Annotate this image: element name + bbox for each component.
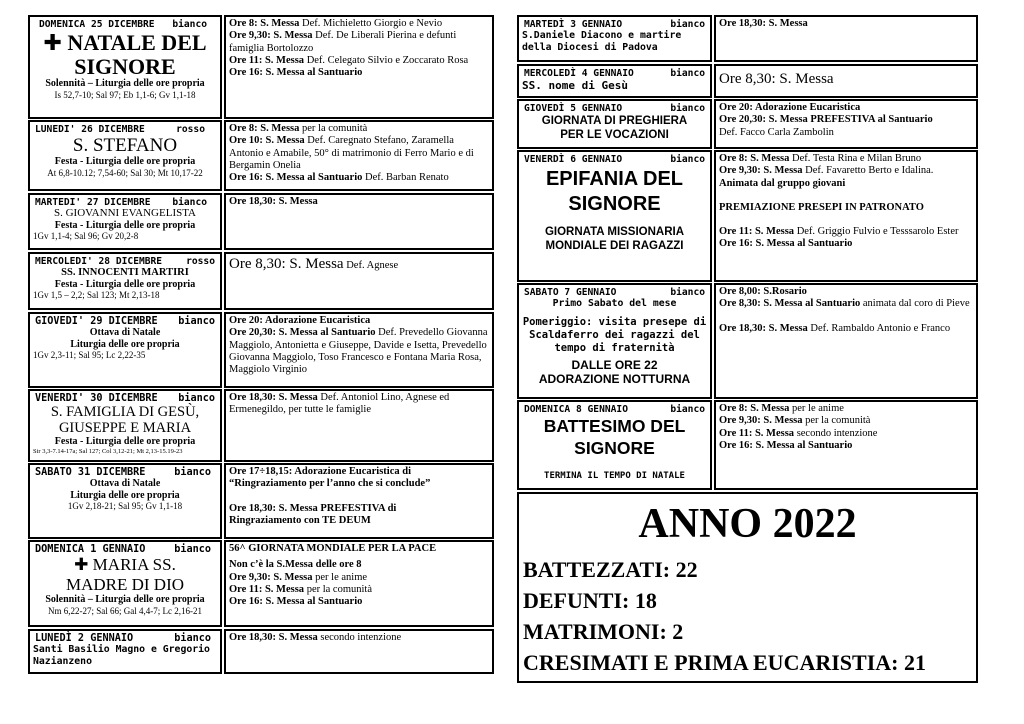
- day-header: LUNEDI' 26 DICEMBRE rosso: [35, 124, 205, 135]
- day-info: [30, 391, 220, 460]
- readings: At 6,8-10.12; 7,54-60; Sal 30; Mt 10,17-22: [47, 167, 203, 178]
- day-info: [519, 402, 710, 488]
- mass-entry: Ore 18,30: S. Messa Def. Rambaldo Antonio e Franco: [719, 322, 951, 334]
- readings: 1Gv 2,3-11; Sal 95; Lc 2,22-35: [33, 350, 146, 360]
- day-header: DOMENICA 8 GENNAIO bianco: [524, 404, 705, 415]
- mass-entry: Ore 9,30: S. Messa per la comunità: [719, 415, 871, 427]
- day-header: DOMENICA 1 GENNAIO bianco: [35, 544, 211, 555]
- night-adoration: DALLE ORE 22: [571, 357, 658, 372]
- adoration-line-2: “Ringraziamento per l’anno che si conclude”: [229, 478, 431, 490]
- mass-list: [716, 402, 976, 488]
- feast-title: S. STEFANO: [72, 135, 178, 156]
- day-header: DOMENICA 25 DICEMBRE bianco: [39, 19, 207, 30]
- feast-title: ✚ MARIA SS.: [74, 555, 176, 575]
- stat-confirmations: CRESIMATI E PRIMA EUCARISTIA: 21: [523, 650, 926, 675]
- feast-title: EPIFANIA DEL: [545, 168, 684, 190]
- day-box-28-dicembre: [28, 252, 222, 310]
- mass-entry: Animata dal gruppo giovani: [719, 177, 846, 189]
- mass-list: [226, 314, 492, 386]
- liturgy-note: Solennità – Liturgia delle ore propria: [45, 78, 205, 89]
- stat-baptized: BATTEZZATI: 22: [523, 557, 698, 582]
- mass-entry: Ore 8: S. Messa per le anime: [719, 403, 844, 414]
- mass-entry: Ore 16: S. Messa al Santuario: [229, 596, 363, 608]
- saint-name-2: Nazianzeno: [33, 655, 92, 667]
- feast-title: S. FAMIGLIA DI GESÙ,: [50, 404, 200, 420]
- day-box-25-dicembre: [28, 15, 222, 119]
- mass-box-28-dicembre: [224, 252, 494, 310]
- day-box-4-gennaio: [517, 64, 712, 98]
- night-adoration-2: ADORAZIONE NOTTURNA: [538, 371, 691, 386]
- mass-box-4-gennaio: [714, 64, 978, 98]
- day-header: GIOVEDÌ 5 GENNAIO bianco: [524, 103, 705, 114]
- mass-entry: Ore 9,30: S. Messa per le anime: [229, 571, 368, 583]
- mass-list: [226, 465, 492, 537]
- day-box-30-dicembre: [28, 389, 222, 462]
- day-box-31-dicembre: [28, 463, 222, 539]
- mass-box-29-dicembre: [224, 312, 494, 388]
- day-info: [519, 66, 710, 96]
- day-header: MERCOLEDÌ 4 GENNAIO bianco: [524, 68, 705, 79]
- mass-list: [716, 152, 976, 280]
- liturgy-note: Festa - Liturgia delle ore propria: [54, 436, 196, 447]
- mass-entry: Ore 18,30: S. Messa: [229, 196, 318, 207]
- mass-box-6-gennaio: [714, 150, 978, 282]
- feast-title-2: SIGNORE: [74, 54, 176, 79]
- feast-title-2: SIGNORE: [568, 193, 661, 215]
- mass-entry: Ore 8: S. Messa Def. Michieletto Giorgio e Nevio: [229, 18, 443, 29]
- feast-title: BATTESIMO DEL: [543, 416, 686, 436]
- mass-entry: Ore 11: S. Messa Def. Griggio Fulvio e Tesssarolo Ester: [719, 226, 959, 238]
- mass-list: [226, 631, 492, 672]
- cross-icon: ✚: [74, 555, 89, 575]
- day-box-27-dicembre: [28, 193, 222, 250]
- day-info: [519, 152, 710, 280]
- spacer: [229, 491, 489, 503]
- mass-entry: Ore 16: S. Messa al Santuario: [229, 67, 363, 79]
- mass-entry: Ore 11: S. Messa secondo intenzione: [719, 427, 878, 439]
- day-box-5-gennaio: [517, 99, 712, 149]
- liturgy-note: Liturgia delle ore propria: [70, 338, 180, 350]
- day-box-1-gennaio: [28, 540, 222, 627]
- mass-entry: Ore 11: S. Messa per la comunità: [229, 583, 372, 595]
- day-header: MARTEDI' 27 DICEMBRE bianco: [35, 197, 207, 208]
- cross-icon: ✚: [43, 31, 62, 56]
- day-box-8-gennaio: [517, 400, 712, 490]
- day-box-29-dicembre: [28, 312, 222, 388]
- mass-box-1-gennaio: [224, 540, 494, 627]
- mass-entry: Def. Facco Carla Zambolin: [719, 126, 834, 138]
- mass-entry: Ore 9,30: S. Messa Def. De Liberali Pierina e defunti famiglia Bortolozzo: [229, 30, 457, 54]
- liturgy-note: Solennità – Liturgia delle ore propria: [45, 594, 205, 605]
- stats-list: [523, 554, 975, 678]
- liturgy-note: Liturgia delle ore propria: [70, 489, 180, 501]
- mass-entry: Ore 11: S. Messa Def. Celegato Silvio e Zoccarato Rosa: [229, 54, 469, 66]
- peace-day-title: 56^ GIORNATA MONDIALE PER LA PACE: [229, 543, 437, 554]
- day-info: [519, 285, 710, 397]
- prayer-day-title-2: PER LE VOCAZIONI: [560, 129, 669, 141]
- mass-entry: Ore 8,30: S. Messa al Santuario animata dal coro di Pieve: [719, 298, 970, 310]
- feast-title: SS. INNOCENTI MARTIRI: [61, 267, 189, 278]
- spacer: [719, 311, 973, 323]
- readings: 1Gv 1,1-4; Sal 96; Gv 20,2-8: [33, 231, 139, 241]
- day-info: [519, 17, 710, 60]
- mass-entry: Ore 8,30: S. Messa Def. Agnese: [229, 256, 399, 272]
- mass-entry: Ore 8,30: S. Messa: [719, 71, 834, 87]
- mass-entry: Ore 16: S. Messa al Santuario Def. Barban Renato: [229, 172, 449, 184]
- mass-entry: Ore 18,30: S. Messa secondo intenzione: [229, 632, 402, 643]
- missionary-day: GIORNATA MISSIONARIA: [544, 226, 685, 238]
- readings: Nm 6,22-27; Sal 66; Gal 4,4-7; Lc 2,16-21: [48, 605, 202, 616]
- mass-box-26-dicembre: [224, 120, 494, 191]
- missionary-day-2: MONDIALE DEI RAGAZZI: [545, 240, 684, 252]
- visit-note-2: Scaldaferro dei ragazzi del: [529, 328, 700, 341]
- mass-entry: Ore 20: Adorazione Eucaristica: [719, 102, 861, 113]
- day-header: VENERDÌ 6 GENNAIO bianco: [524, 154, 705, 165]
- readings: Is 52,7-10; Sal 97; Eb 1,1-6; Gv 1,1-18: [54, 89, 196, 100]
- end-christmas-note: TERMINA IL TEMPO DI NATALE: [544, 471, 685, 481]
- day-header: MERCOLEDI' 28 DICEMBRE rosso: [35, 256, 215, 267]
- readings: Sir 3,3-7.14-17a; Sal 127; Col 3,12-21; Mt 2,13-15.19-23: [33, 447, 183, 455]
- liturgy-note: Festa - Liturgia delle ore propria: [54, 278, 196, 290]
- mass-list: [226, 391, 492, 460]
- mass-box-5-gennaio: [714, 99, 978, 149]
- day-header: LUNEDÌ 2 GENNAIO bianco: [35, 633, 211, 644]
- day-header: VENERDI' 30 DICEMBRE bianco: [35, 393, 215, 404]
- day-header: SABATO 31 DICEMBRE bianco: [35, 467, 211, 478]
- visit-note-3: tempo di fraternità: [554, 341, 675, 354]
- mass-box-3-gennaio: [714, 15, 978, 62]
- mass-list: [716, 17, 976, 60]
- day-info: [30, 314, 220, 386]
- mass-entry: Ore 16: S. Messa al Santuario: [719, 439, 853, 451]
- feast-title: S. GIOVANNI EVANGELISTA: [53, 207, 197, 219]
- octave-note: Ottava di Natale: [89, 327, 161, 338]
- readings: 1Gv 2,18-21; Sal 95; Gv 1,1-18: [67, 501, 183, 511]
- day-info: [30, 122, 220, 189]
- feast-title: ✚ NATALE DEL: [43, 30, 207, 56]
- saint-name: S.Daniele Diacono e martire: [522, 30, 682, 41]
- mass-entry: Ore 18,30: S. Messa: [719, 18, 808, 29]
- day-box-7-gennaio: [517, 283, 712, 399]
- mass-box-2-gennaio: [224, 629, 494, 674]
- mass-box-27-dicembre: [224, 193, 494, 250]
- day-box-3-gennaio: [517, 15, 712, 62]
- mass-entry: Ore 8: S. Messa per la comunità: [229, 123, 368, 134]
- liturgy-note: Festa - Liturgia delle ore propria: [54, 156, 196, 167]
- mass-list: [226, 195, 492, 248]
- nativity-award: PREMIAZIONE PRESEPI IN PATRONATO: [719, 201, 924, 213]
- mass-list: [716, 101, 976, 147]
- day-info: [30, 254, 220, 308]
- mass-list: [226, 17, 492, 117]
- day-info: [30, 465, 220, 537]
- day-info: [30, 631, 220, 672]
- day-info: [30, 542, 220, 625]
- no-mass-note: Non c’è la S.Messa delle ore 8: [229, 559, 362, 571]
- year-title: ANNO 2022: [638, 501, 857, 547]
- mass-entry: Ore 9,30: S. Messa Def. Favaretto Berto e Idalina.: [719, 165, 934, 177]
- spacer: [719, 214, 973, 226]
- year-summary-box: [517, 492, 978, 683]
- mass-list: [716, 66, 976, 96]
- readings: 1Gv 1,5 – 2,2; Sal 123; Mt 2,13-18: [33, 290, 160, 300]
- mass-entry-2: Ringraziamento con TE DEUM: [229, 514, 371, 526]
- mass-list: [716, 285, 976, 397]
- day-box-26-dicembre: [28, 120, 222, 191]
- rosary-entry: Ore 8,00: S.Rosario: [719, 286, 807, 297]
- mass-entry: Ore 8: S. Messa Def. Testa Rina e Milan Bruno: [719, 153, 922, 164]
- mass-list: [226, 122, 492, 189]
- spacer: [719, 190, 973, 202]
- mass-list: [226, 542, 492, 625]
- mass-box-8-gennaio: [714, 400, 978, 490]
- visit-note: Pomeriggio: visita presepe di: [522, 315, 707, 328]
- mass-entry: Ore 10: S. Messa Def. Caregnato Stefano, Zaramella Antonio e Amabile, 50° di matrimonio di Ferro Mario e di Bergamin Onelia: [229, 135, 474, 171]
- day-box-6-gennaio: [517, 150, 712, 282]
- first-saturday: Primo Sabato del mese: [552, 298, 677, 309]
- adoration-line: Ore 17÷18,15: Adorazione Eucaristica di: [229, 466, 412, 477]
- day-info: [30, 195, 220, 248]
- day-info: [30, 17, 220, 117]
- day-box-2-gennaio: [28, 629, 222, 674]
- saint-name: Santi Basilio Magno e Gregorio: [33, 644, 210, 655]
- mass-list: [226, 254, 492, 308]
- liturgy-note: Festa - Liturgia delle ore propria: [54, 219, 196, 231]
- mass-entry: Ore 18,30: S. Messa PREFESTIVA di: [229, 502, 397, 514]
- mass-box-30-dicembre: [224, 389, 494, 462]
- mass-entry: Ore 20,30: S. Messa al Santuario Def. Prevedello Giovanna Maggiolo, Antonietta e Giuseppe, Davide e Isetta, Prevedello Giovanna Maggiolo, Toso Francesco e Fontana Maria Rosa, Maggiolo Virginio: [229, 327, 488, 376]
- mass-entry: Ore 20: Adorazione Eucaristica: [229, 315, 371, 326]
- feast-title-2: MADRE DI DIO: [65, 575, 185, 594]
- mass-box-31-dicembre: [224, 463, 494, 539]
- prayer-day-title: GIORNATA DI PREGHIERA: [541, 115, 688, 127]
- stat-deceased: DEFUNTI: 18: [523, 588, 657, 613]
- day-info: [519, 101, 710, 147]
- saint-name-2: della Diocesi di Padova: [522, 41, 658, 53]
- day-header: MARTEDÌ 3 GENNAIO bianco: [524, 19, 705, 30]
- feast-title-2: GIUSEPPE E MARIA: [58, 420, 192, 436]
- stat-marriages: MATRIMONI: 2: [523, 619, 684, 644]
- mass-entry: Ore 18,30: S. Messa Def. Antoniol Lino, Agnese ed Ermenegildo, per tutte le famiglie: [229, 392, 450, 416]
- mass-box-7-gennaio: [714, 283, 978, 399]
- day-header: SABATO 7 GENNAIO bianco: [524, 287, 705, 298]
- day-header: GIOVEDI' 29 DICEMBRE bianco: [35, 316, 215, 327]
- mass-entry: Ore 20,30: S. Messa PREFESTIVA al Santuario: [719, 114, 933, 126]
- mass-box-25-dicembre: [224, 15, 494, 119]
- mass-entry: Ore 16: S. Messa al Santuario: [719, 238, 853, 250]
- feast-title-2: SIGNORE: [574, 438, 655, 458]
- saint-name: SS. nome di Gesù: [522, 79, 628, 92]
- octave-note: Ottava di Natale: [89, 478, 161, 489]
